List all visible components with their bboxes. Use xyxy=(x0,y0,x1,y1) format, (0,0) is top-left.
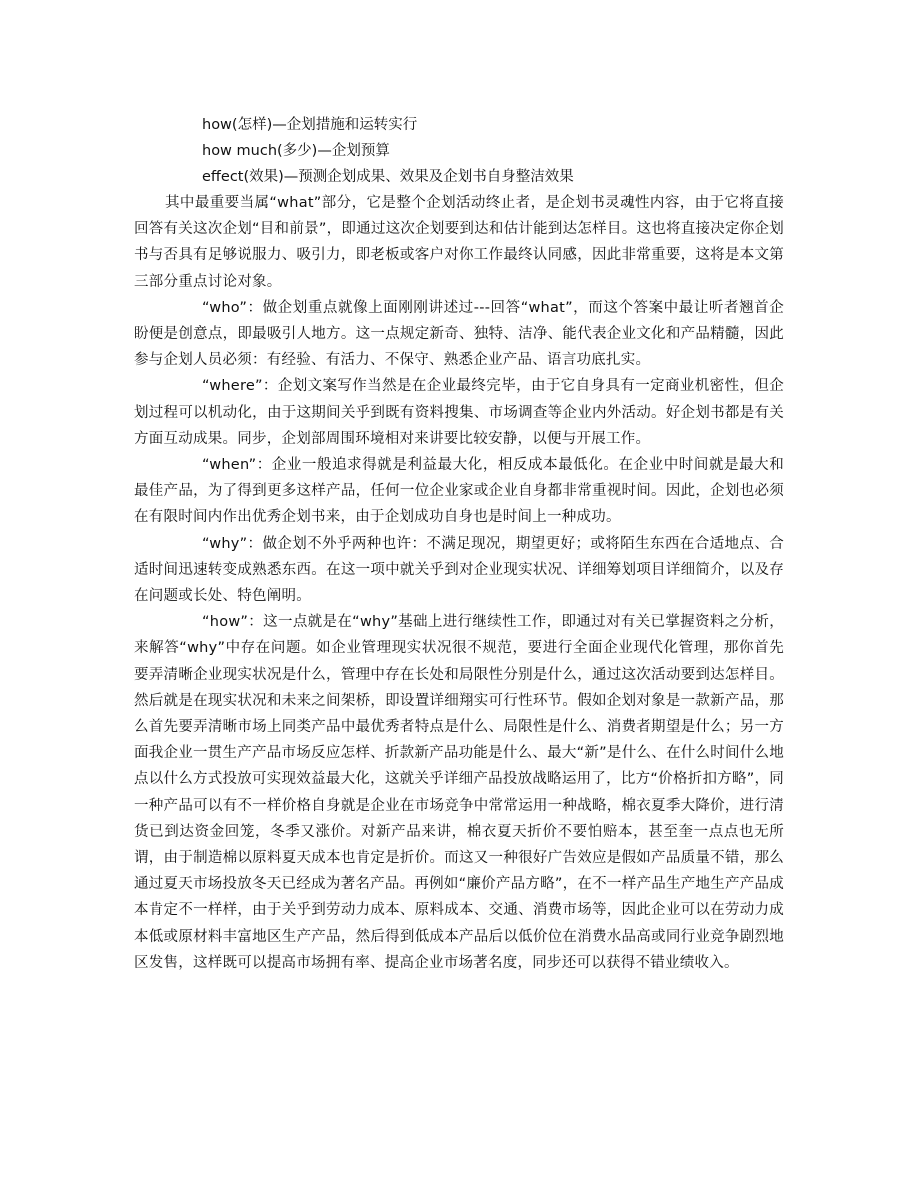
list-item-how: how(怎样)—企划措施和运转实行 xyxy=(202,117,418,133)
paragraph-what: 其中最重要当属“what”部分，它是整个企划活动终止者，是企划书灵魂性内容，由于它将直接回答有关这次企划“目和前景”，即通过这次企划要到达和估计能到达怎样目。这也将直接决定你企划书与否具有足够说服力、吸引力，即老板或客户对你工作最终认同感，因此非常重要，这将是本文第三部分重点讨论对象。 xyxy=(134,195,784,290)
paragraph-why: “why”：做企划不外乎两种也许：不满足现况，期望更好；或将陌生东西在合适地点、合适时间迅速转变成熟悉东西。在这一项中就关乎到对企业现实状况、详细筹划项目详细简介，以及存在问题或长处、特色阐明。 xyxy=(134,535,784,605)
list-item-how-much: how much(多少)—企划预算 xyxy=(202,143,390,159)
paragraph-how: “how”：这一点就是在“why”基础上进行继续性工作，即通过对有关已掌握资料之分析，来解答“why”中存在问题。如企业管理现实状况很不规范，要进行全面企业现代化管理，那你首先要弄清晰企业现实状况是什么，管理中存在长处和局限性分别是什么，通过这次活动要到达怎样目。然后就是在现实状况和未来之间架桥，即设置详细翔实可行性环节。假如企划对象是一款新产品，那么首先要弄清晰市场上同类产品中最优秀者特点是什么、局限性是什么、消费者期望是什么；另一方面我企业一贯生产产品市场反应怎样、折款新产品功能是什么、最大“新”是什么、在什么时间什么地点以什么方式投放可实现效益最大化，这就关乎详细产品投放战略运用了，比方“价格折扣方略”，同一种产品可以有不一样价格自身就是企业在市场竞争中常常运用一种战略，棉衣夏季大降价，进行清货已到达资金回笼，冬季又涨价。对新产品来讲，棉衣夏天折价不要怕赔本，甚至奎一点点也无所谓，由于制造棉以原料夏天成本也肯定是折价。而这又一种很好广告效应是假如产品质量不错，那么通过夏天市场投放冬天已经成为著名产品。再例如“廉价产品方略”，在不一样产品生产地生产产品成本肯定不一样样，由于关乎到劳动力成本、原料成本、交通、消费市场等，因此企业可以在劳动力成本低或原材料丰富地区生产产品，然后得到低成本产品后以低价位在消费水品高或同行业竞争剧烈地区发售，这样既可以提高市场拥有率、提高企业市场著名度，同步还可以获得不错业绩收入。 xyxy=(134,614,784,971)
list-item-effect: effect(效果)—预测企划成果、效果及企划书自身整洁效果 xyxy=(202,169,574,185)
paragraph-who: “who”：做企划重点就像上面刚刚讲述过---回答“what”，而这个答案中最让听者翘首企盼便是创意点，即最吸引人地方。这一点规定新奇、独特、洁净、能代表企业文化和产品精髓，因此参与企划人员必须：有经验、有活力、不保守、熟悉企业产品、语言功底扎实。 xyxy=(134,299,784,369)
paragraph-when: “when”：企业一般追求得就是利益最大化，相反成本最低化。在企业中时间就是最大和最佳产品，为了得到更多这样产品，任何一位企业家或企业自身都非常重视时间。因此，企划也必须在有限时间内作出优秀企划书来，由于企划成功自身也是时间上一种成功。 xyxy=(134,457,784,526)
paragraph-where: “where”：企划文案写作当然是在企业最终完毕，由于它自身具有一定商业机密性，但企划过程可以机动化，由于这期间关乎到既有资料搜集、市场调查等企业内外活动。好企划书都是有关方面互动成果。同步，企划部周围环境相对来讲要比较安静，以便与开展工作。 xyxy=(134,378,784,447)
document-body xyxy=(134,112,784,976)
